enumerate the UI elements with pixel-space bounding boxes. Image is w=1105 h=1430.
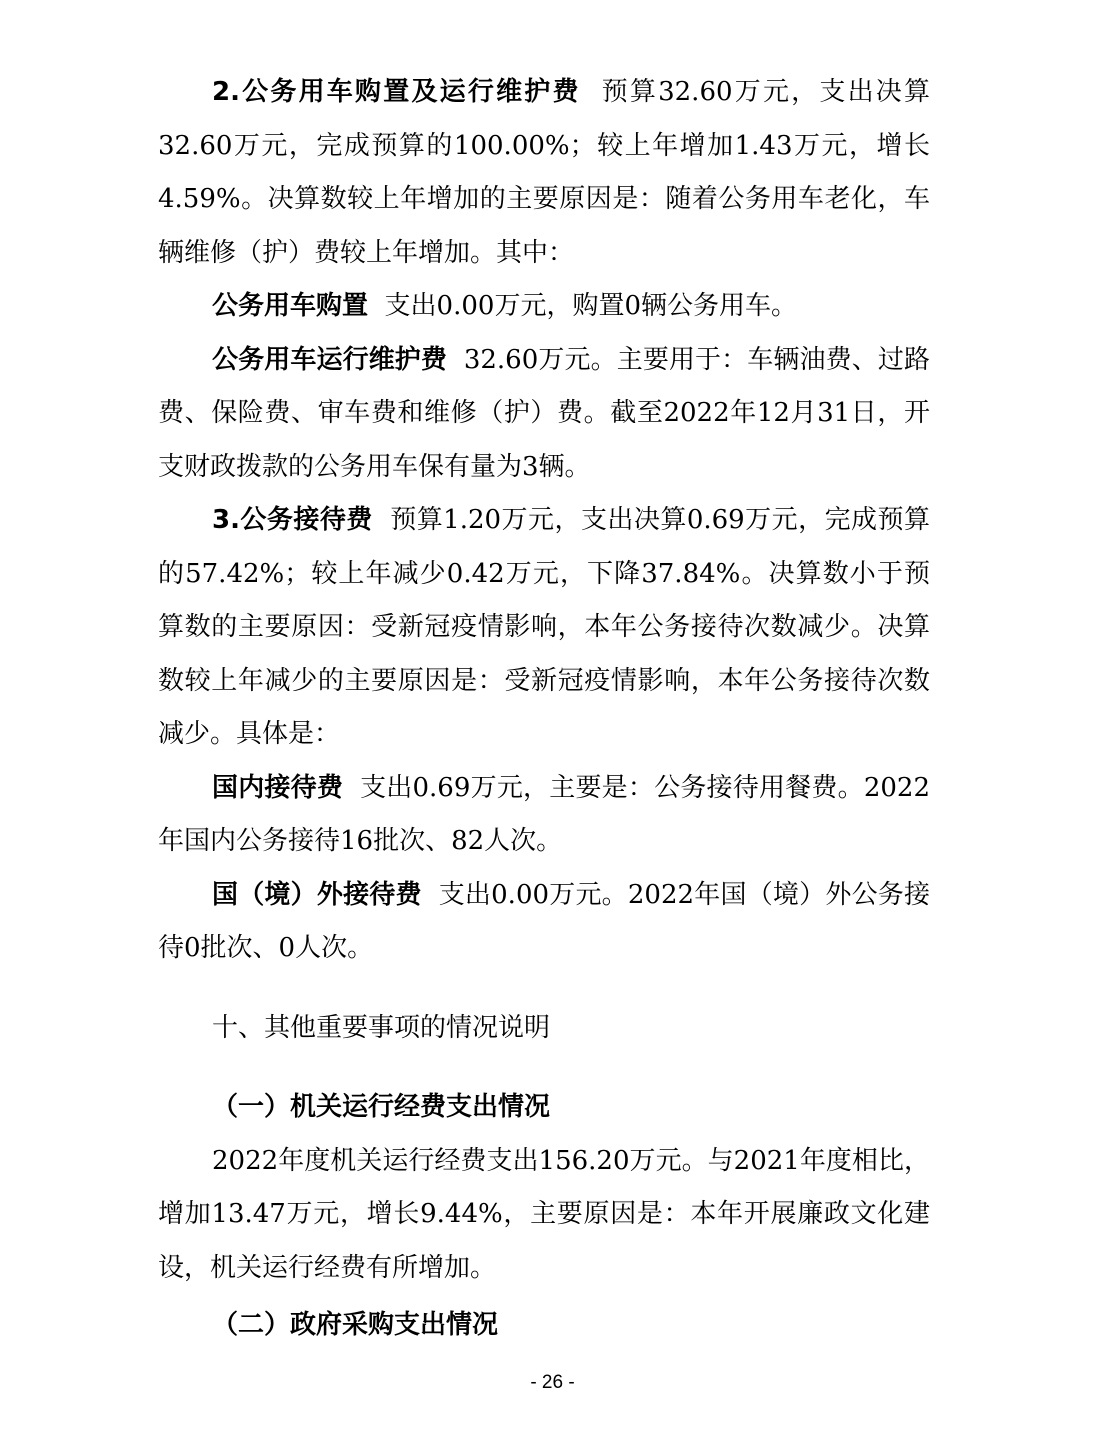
paragraph-title: 2.公务用车购置及运行维护费	[212, 77, 581, 107]
paragraph-title: 公务用车购置	[212, 291, 369, 321]
paragraph-title: 国（境）外接待费	[212, 879, 422, 910]
document-page	[158, 66, 930, 1353]
paragraph-title: 公务用车运行维护费	[212, 344, 448, 375]
paragraph-title: 3.公务接待费	[212, 505, 373, 535]
paragraph-foreign-reception	[158, 869, 930, 976]
paragraph-body: 支出0.00万元。2022年国（境）外公务接待0批次、0人次。	[158, 879, 930, 963]
page-number: - 26 -	[530, 1372, 575, 1393]
paragraph-body: 预算32.60万元，支出决算32.60万元，完成预算的100.00%；较上年增加1.43万元，增长4.59%。决算数较上年增加的主要原因是：随着公务用车老化，车辆维修（护）费较上年增加。其中：	[158, 77, 931, 268]
paragraph-body: 支出0.69万元，主要是：公务接待用餐费。2022年国内公务接待16批次、82人次。	[158, 772, 931, 856]
paragraph-domestic-reception	[158, 762, 930, 869]
paragraph-body: 支出0.00万元，购置0辆公务用车。	[384, 291, 797, 321]
section-heading: 十、其他重要事项的情况说明	[212, 1012, 551, 1043]
paragraph-reception-costs	[158, 494, 930, 762]
paragraph-vehicle-costs	[158, 66, 930, 280]
paragraph-body: 32.60万元。主要用于：车辆油费、过路费、保险费、审车费和维修（护）费。截至2022年12月31日，开支财政拨款的公务用车保有量为3辆。	[158, 344, 930, 482]
paragraph-vehicle-maintenance	[158, 334, 930, 495]
paragraph-title: 国内接待费	[212, 772, 344, 803]
subsection-heading-2: （二）政府采购支出情况	[212, 1310, 499, 1340]
subsection-heading-1: （一）机关运行经费支出情况	[212, 1092, 551, 1122]
paragraph-body: 预算1.20万元，支出决算0.69万元，完成预算的57.42%；较上年减少0.42万元，下降37.84%。决算数小于预算数的主要原因：受新冠疫情影响，本年公务接待次数减少。决算数较上年减少的主要原因是：受新冠疫情影响，本年公务接待次数减少。具体是：	[158, 505, 930, 749]
paragraph-operating-costs: 2022年度机关运行经费支出156.20万元。与2021年度相比，增加13.47万元，增长9.44%，主要原因是：本年开展廉政文化建设，机关运行经费有所增加。	[158, 1145, 930, 1283]
paragraph-vehicle-purchase	[158, 280, 930, 334]
